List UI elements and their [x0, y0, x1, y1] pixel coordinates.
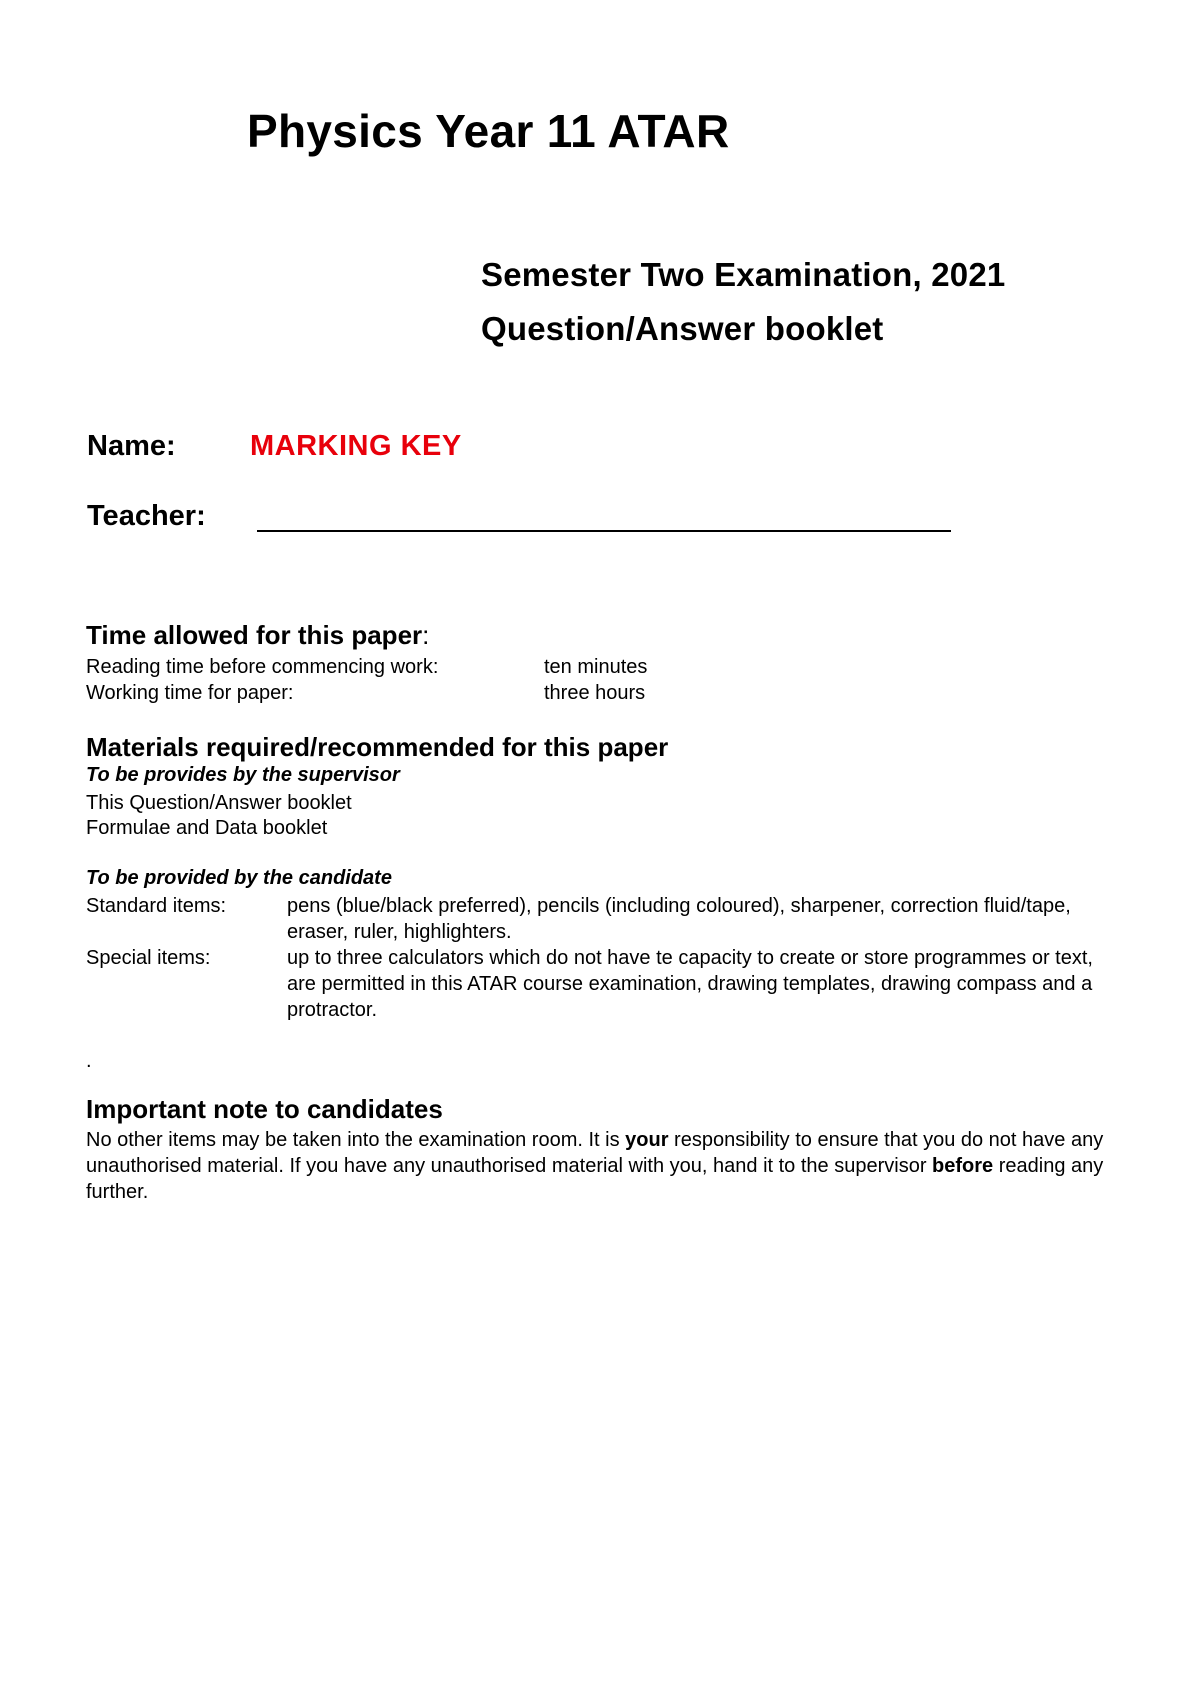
time-heading-colon: : [422, 620, 430, 650]
booklet-title: Question/Answer booklet [481, 310, 884, 347]
note-text: reading any further. [86, 1155, 1104, 1203]
time-heading-text: Time allowed for this paper [86, 620, 423, 650]
standard-items-label: Standard items: [86, 895, 227, 917]
teacher-blank-line[interactable] [257, 530, 951, 532]
teacher-label: Teacher: [87, 500, 206, 532]
supervisor-heading: To be provides by the supervisor [86, 764, 400, 786]
name-value: MARKING KEY [250, 430, 462, 462]
standard-items-text: pens (blue/black preferred), pencils (including coloured), sharpener, correction fluid/tape, eraser, ruler, highlighters. [287, 895, 1071, 943]
note-text: No other items may be taken into the examination room. It is [86, 1129, 626, 1151]
stray-dot: . [86, 1050, 92, 1072]
note-text: responsibility to ensure that you do not have any unauthorised material. If you have any unauthorised material with you, hand it to the supervisor [86, 1129, 1104, 1177]
reading-time-value: ten minutes [544, 656, 648, 678]
materials-heading: Materials required/recommended for this paper [86, 732, 669, 762]
working-time-value: three hours [544, 682, 646, 704]
exam-title: Semester Two Examination, 2021 [481, 256, 1006, 293]
note-emphasis: before [932, 1155, 994, 1177]
candidate-heading: To be provided by the candidate [86, 867, 392, 889]
time-allowed-heading [86, 620, 429, 651]
important-note-heading: Important note to candidates [86, 1094, 443, 1124]
supervisor-item: This Question/Answer booklet [86, 792, 352, 814]
document-title: Physics Year 11 ATAR [247, 105, 730, 157]
supervisor-item: Formulae and Data booklet [86, 817, 328, 839]
working-time-label: Working time for paper: [86, 682, 294, 704]
reading-time-label: Reading time before commencing work: [86, 656, 439, 678]
special-items-label: Special items: [86, 947, 211, 969]
important-note-paragraph [86, 1127, 1136, 1205]
note-emphasis: your [625, 1129, 669, 1151]
special-items-text: up to three calculators which do not have te capacity to create or store programmes or text, are permitted in this ATAR course examination, drawing templates, drawing compass and a protractor. [287, 947, 1093, 1021]
name-label: Name: [87, 430, 176, 462]
